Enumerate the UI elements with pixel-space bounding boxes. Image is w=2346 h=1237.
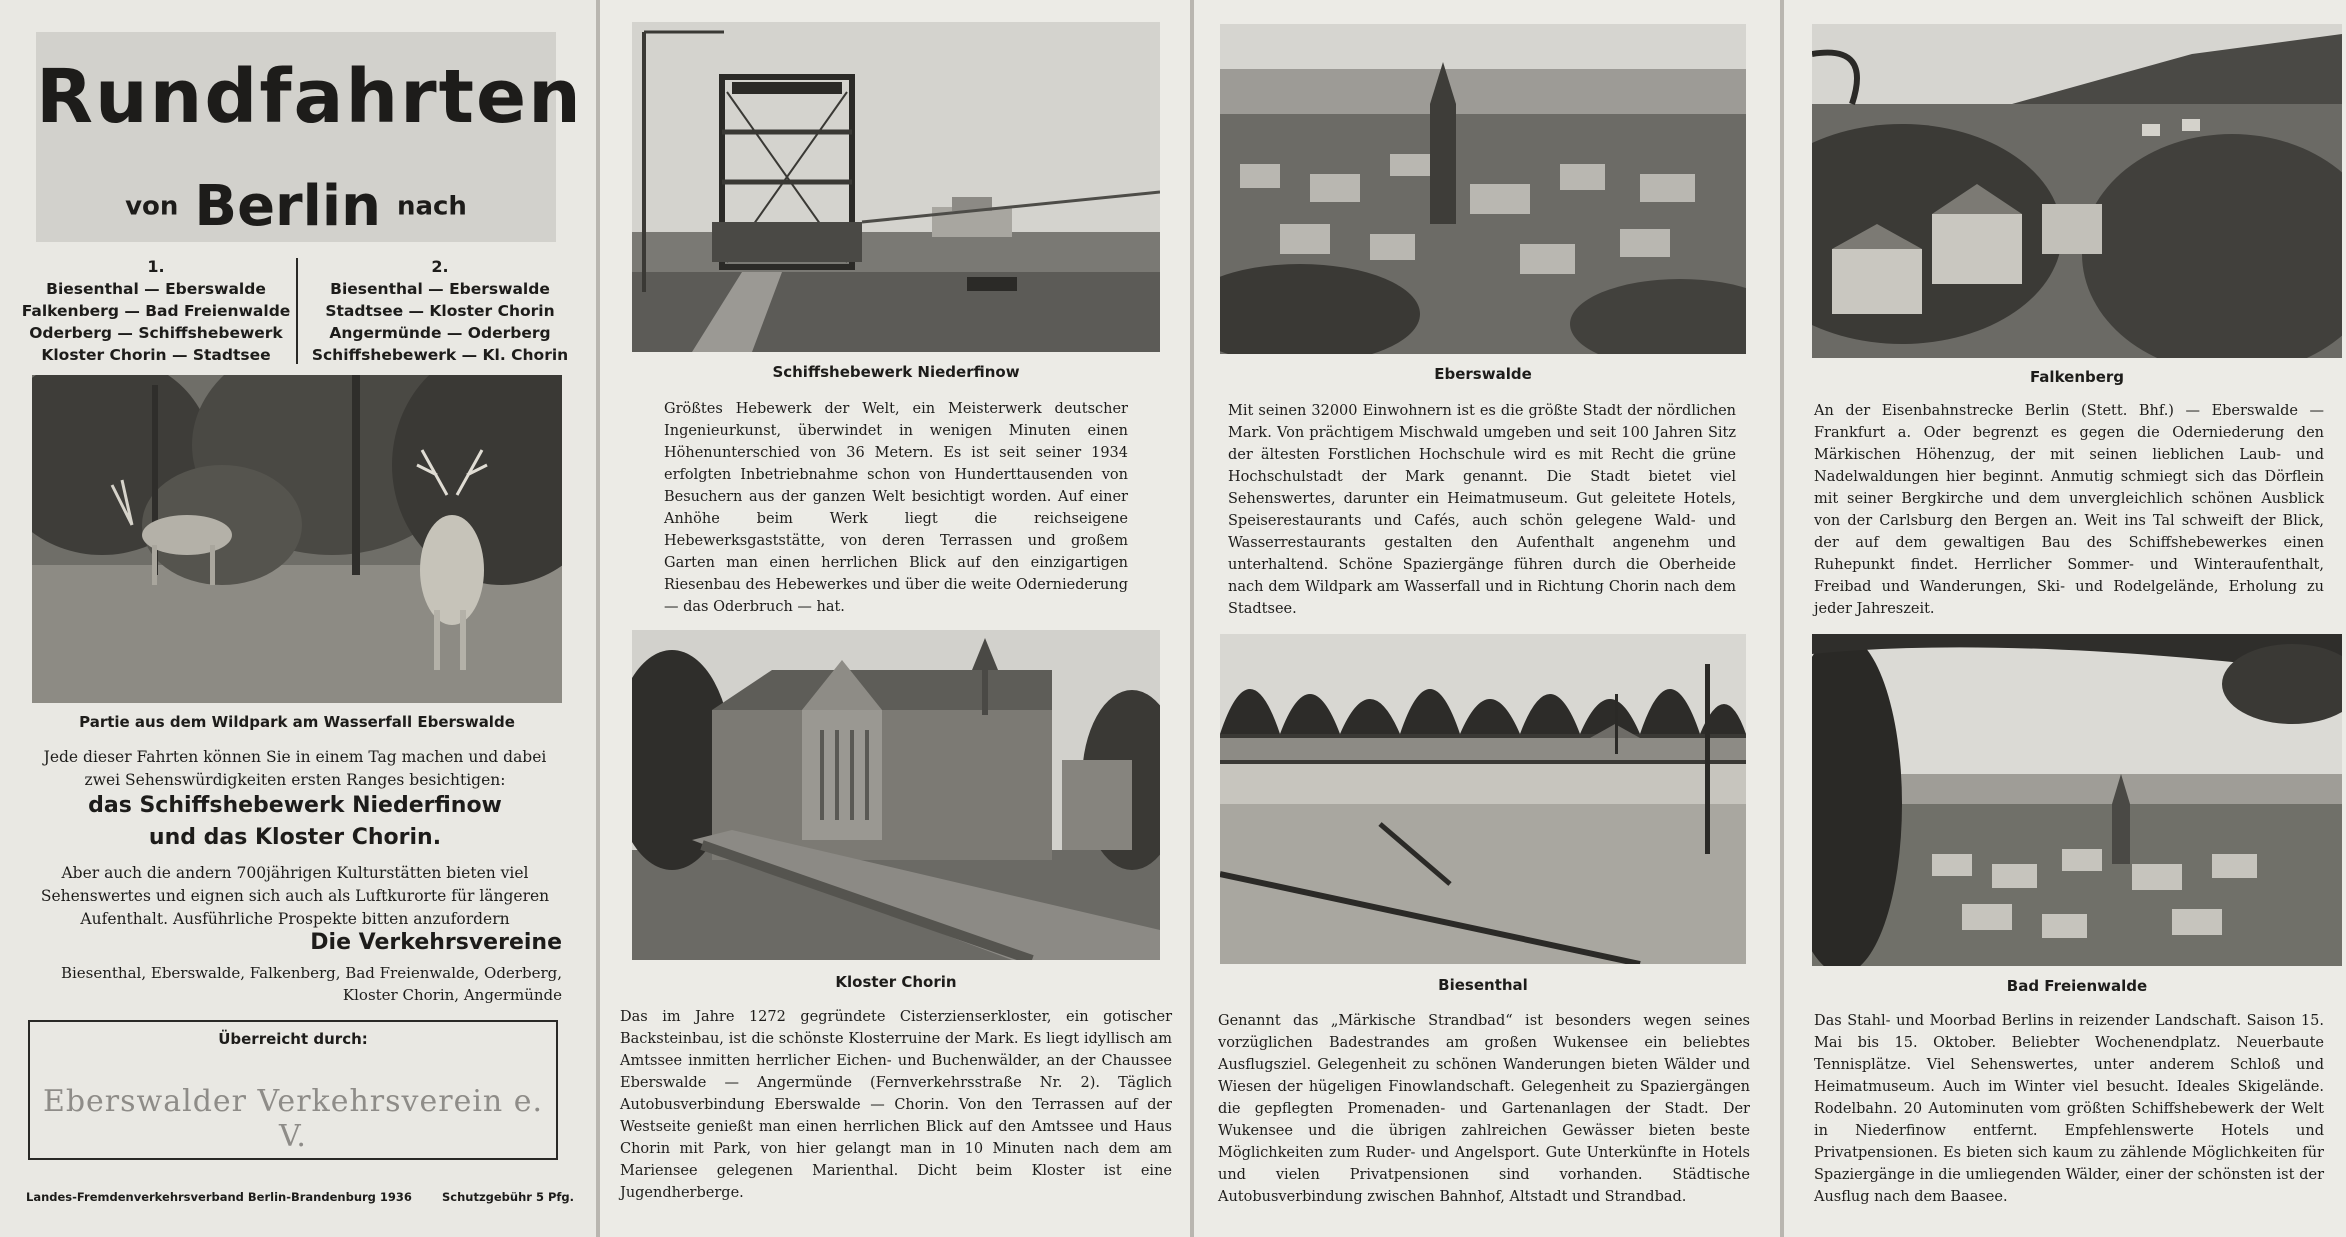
photo-caption-wildpark: Partie aus dem Wildpark am Wasserfall Eberswalde (79, 713, 515, 731)
caption-chorin: Kloster Chorin (835, 973, 957, 991)
handed-box (28, 1020, 558, 1160)
title-city: Berlin (194, 174, 381, 239)
photo-biesenthal (1220, 634, 1746, 964)
cover-highlight-2: und das Kloster Chorin. (148, 825, 442, 850)
photo-freienwalde (1812, 634, 2342, 966)
photo-wildpark (32, 375, 562, 703)
footer-fee: Schutzgebühr 5 Pfg. (441, 1190, 574, 1204)
title-to: nach (396, 191, 467, 222)
text-chorin: Das im Jahre 1272 gegründete Cisterzienserkloster, ein gotischer Backsteinbau, ist die schönste Klosterruine der Mark. Es liegt idyllisch am Amtssee inmitten herrlicher Eichen- und Buchenwälder, an der Chaussee Eberswalde — Angermünde (Fernverkehrsstraße Nr. 2). Täglich Autobusverbindung Eberswalde — Chorin. Von den Terrassen auf der Westseite genießt man einen herrlichen Blick auf den Amtssee und Haus Chorin mit Park, von hier gelangt man in 10 Minuten nach dem am Mariensee gelegenen Marienthal. Dicht beim Kloster ist eine Jugendherberge. (620, 1009, 1172, 1201)
route-number: 2. (431, 257, 449, 276)
route-1 (20, 256, 292, 366)
route-2 (304, 256, 576, 366)
title-box (36, 32, 583, 242)
route-line: Biesenthal — Eberswalde (330, 280, 550, 298)
route-line: Schiffshebewerk — Kl. Chorin (311, 346, 569, 364)
caption-freienwalde: Bad Freienwalde (2006, 977, 2148, 995)
stamp: Eberswalder Verkehrsverein e. V. (42, 1084, 544, 1154)
route-line: Angermünde — Oderberg (329, 324, 551, 342)
route-divider (296, 258, 298, 364)
photo-niederfinow (632, 22, 1160, 352)
cover-highlight-1: das Schiffshebewerk Niederfinow (88, 793, 502, 818)
routes (20, 256, 576, 366)
text-freienwalde: Das Stahl- und Moorbad Berlins in reizender Landschaft. Saison 15. Mai bis 15. Oktober. Beliebter Wochenendplatz. Neuerbaute Tennisplätze. Viel Sehenswertes, unter anderem Schloß und Heimatmuseum. Auch im Winter viel besucht. Ideales Skigelände. Rodelbahn. 20 Autominuten vom größten Schiffshebewerk der Welt in Niederfinow entfernt. Empfehlenswerte Hotels und Privatpensionen. Es bieten sich kaum zu zählende Möglichkeiten für Spaziergänge in die umliegenden Wälder, einer der schönsten ist der Ausflug nach dem Baasee. (1814, 1013, 2324, 1205)
route-line: Oderberg — Schiffshebewerk (29, 324, 283, 342)
caption-biesenthal: Biesenthal (1438, 976, 1528, 994)
handed-label: Überreicht durch: (218, 1030, 368, 1048)
cover-intro: Jede dieser Fahrten können Sie in einem Tag machen und dabei zwei Sehenswürdigkeiten ersten Ranges besichtigen: (43, 748, 547, 789)
assoc-towns-1: Biesenthal, Eberswalde, Falkenberg, Bad Freienwalde, Oderberg, (60, 964, 562, 982)
title-sub (36, 174, 556, 239)
photo-chorin (632, 630, 1160, 960)
cover-panel (0, 0, 596, 1237)
route-number: 1. (147, 257, 165, 276)
caption-falkenberg: Falkenberg (2029, 368, 2125, 386)
panel-falkenberg-freienwalde (1784, 0, 2346, 1237)
route-line: Stadtsee — Kloster Chorin (325, 302, 555, 320)
route-line: Falkenberg — Bad Freienwalde (21, 302, 291, 320)
panel-niederfinow-chorin (600, 0, 1190, 1237)
caption-eberswalde: Eberswalde (1434, 365, 1532, 383)
route-line: Biesenthal — Eberswalde (46, 280, 266, 298)
photo-eberswalde (1220, 24, 1746, 354)
footer-publisher: Landes-Fremdenverkehrsverband Berlin-Brandenburg 1936 (26, 1190, 412, 1204)
route-line: Kloster Chorin — Stadtsee (41, 346, 271, 364)
photo-falkenberg (1812, 24, 2342, 358)
assoc-towns-2: Kloster Chorin, Angermünde (342, 986, 562, 1004)
panel-eberswalde-biesenthal (1194, 0, 1780, 1237)
cover-more: Aber auch die andern 700jährigen Kulturstätten bieten viel Sehenswertes und eignen sich auch als Luftkurorte für längeren Aufenthalt. Ausführliche Prospekte bitten anzufordern (40, 864, 550, 928)
text-biesenthal: Genannt das „Märkische Strandbad“ ist besonders wegen seines vorzüglichen Badestrandes am großen Wukensee ein beliebtes Ausflugsziel. Gelegenheit zu schönen Wanderungen bieten Wälder und Wiesen der hügeligen Finowlandschaft. Gelegenheit zu Spaziergängen die gepflegten Promenaden- und Gartenanlagen der Stadt. Der Wukensee und die übrigen zahlreichen Gewässer bieten beste Möglichkeiten zum Ruder- und Angelsport. Gute Unterkünfte in Hotels und vielen Privatpensionen sind vorhanden. Städtische Autobusverbindung zwischen Bahnhof, Altstadt und Strandbad. (1218, 1013, 1750, 1205)
assoc-title: Die Verkehrsvereine (310, 930, 562, 955)
text-eberswalde: Mit seinen 32000 Einwohnern ist es die größte Stadt der nördlichen Mark. Von prächtigem Mischwald umgeben und seit 100 Jahren Sitz der ältesten Forstlichen Hochschule wird es mit Recht die grüne Hochschulstadt der Mark genannt. Die Stadt bietet viel Sehenswertes, darunter ein Heimatmuseum. Gut geleitete Hotels, Speiserestaurants und Cafés, auch schön gelegene Wald- und Wasserrestaurants gestalten den Aufenthalt angenehm und unterhaltend. Schöne Spaziergänge führen durch die Oberheide nach dem Wildpark am Wasserfall und in Richtung Chorin nach dem Stadtsee. (1228, 403, 1736, 617)
text-falkenberg: An der Eisenbahnstrecke Berlin (Stett. Bhf.) — Eberswalde — Frankfurt a. Oder begrenzt es gegen die Oderniederung den Märkischen Höhenzug, der mit seinen lieblichen Laub- und Nadelwaldungen hier beginnt. Anmutig schmiegt sich das Dörflein mit seiner Bergkirche und dem unvergleichlich schönen Ausblick von der Carlsburg den Bergen an. Weit ins Tal schweift der Blick, der auf dem gewaltigen Bau des Schiffshebewerkes einen Ruhepunkt findet. Herrlicher Sommer- und Winteraufenthalt, Freibad und Wanderungen, Ski- und Rodelgelände, Erholung zu jeder Jahreszeit. (1814, 403, 2324, 617)
title-main: Rundfahrten (36, 54, 583, 140)
caption-niederfinow: Schiffshebewerk Niederfinow (772, 363, 1020, 381)
text-niederfinow: Größtes Hebewerk der Welt, ein Meisterwerk deutscher Ingenieurkunst, überwindet in wenigen Minuten einen Höhenunterschied von 36 Metern. Es ist seit seiner 1934 erfolgten Inbetriebnahme schon von Hunderttausenden von Besuchern aus der ganzen Welt besichtigt worden. Auf einer Anhöhe beim Werk liegt die reichseigene Hebewerksgaststätte, von deren Terrassen und großem Garten man einen herrlichen Blick auf den einzigartigen Riesenbau des Hebewerkes und über die weite Oderniederung — das Oderbruch — hat. (664, 401, 1128, 615)
title-from: von (125, 191, 179, 222)
